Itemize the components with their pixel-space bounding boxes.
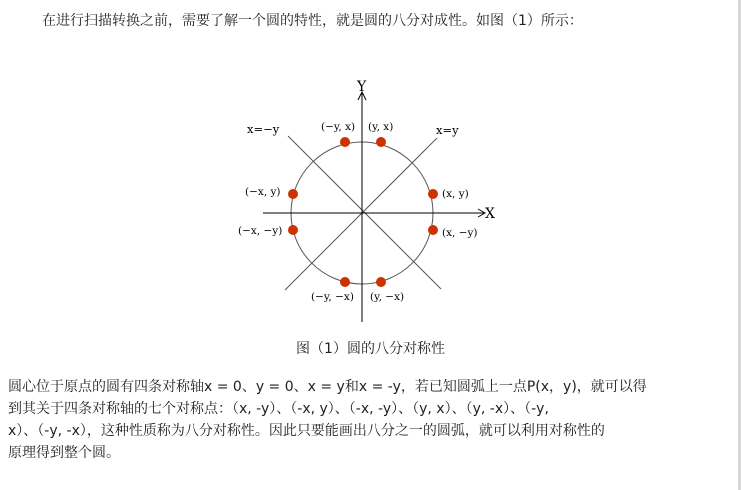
point-label: (−y, x) [321, 121, 356, 133]
point-neg-x-y [288, 189, 298, 199]
point-label: (−x, y) [245, 186, 281, 198]
point-x-y [428, 189, 438, 199]
body-line: x）、（-y, -x），这种性质称为八分对称性。因此只要能画出八分之一的圆弧，就可以利用对称性的 [8, 423, 605, 439]
line-x-eq-neg-y-label: x=−y [247, 122, 280, 136]
body-line: 原理得到整个圆。 [8, 445, 120, 461]
point-neg-y-x [340, 137, 350, 147]
body-line: 圆心位于原点的圆有四条对称轴x = 0、y = 0、x = y和x = -y，若已知圆弧上一点P(x，y)，就可以得 [8, 379, 647, 395]
line-x-eq-y-label: x=y [436, 123, 459, 137]
point-x-neg-y [428, 225, 438, 235]
y-axis-label: Y [357, 79, 367, 95]
point-label: (−x, −y) [238, 225, 283, 237]
point-label: (x, −y) [442, 227, 478, 239]
point-neg-x-neg-y [288, 225, 298, 235]
point-label: (y, −x) [370, 291, 405, 303]
point-label: (−y, −x) [311, 291, 354, 303]
figure-caption: 图（1）圆的八分对称性 [296, 341, 445, 357]
x-axis-label: X [485, 206, 495, 222]
body-line: 到其关于四条对称轴的七个对称点：（x, -y）、（-x, y）、（-x, -y）、（y, x）、（y, -x）、（-y, [8, 401, 549, 417]
body-paragraph [8, 376, 728, 464]
point-neg-y-neg-x [340, 277, 350, 287]
intro-paragraph: 在进行扫描转换之前，需要了解一个圆的特性，就是圆的八分对成性。如图（1）所示： [42, 13, 583, 29]
line-x-eq-y [285, 138, 437, 290]
point-y-neg-x [376, 277, 386, 287]
point-y-x [376, 137, 386, 147]
point-label: (y, x) [368, 121, 394, 133]
point-label: (x, y) [442, 188, 469, 200]
